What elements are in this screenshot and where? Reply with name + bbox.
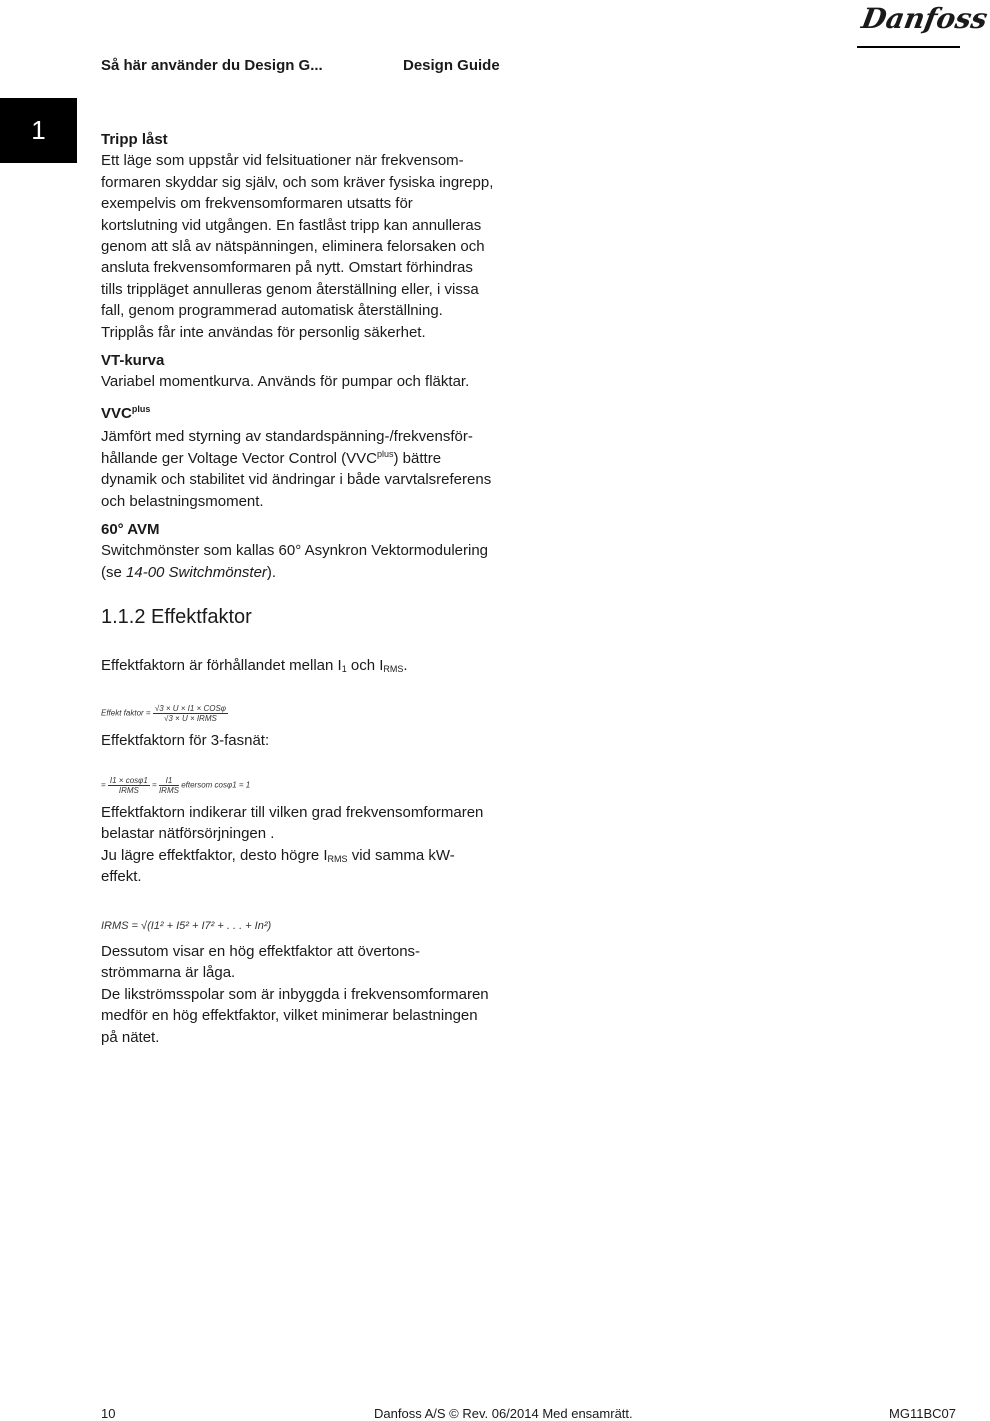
- formula-denominator: IRMS: [118, 786, 139, 795]
- text-line: [101, 845, 483, 866]
- vt-title: VT-kurva: [101, 352, 165, 369]
- formula-denominator: √3 × U × IRMS: [163, 714, 217, 723]
- formula-numerator: √3 × U × I1 × COSφ: [154, 704, 227, 713]
- vvc-title-sup: plus: [131, 404, 151, 414]
- text-line: strömmarna är låga.: [101, 964, 236, 982]
- formula-rhs: √(I1² + I5² + I7² + . . . + In²): [141, 920, 272, 932]
- text-line: [101, 562, 488, 583]
- vt-block: [101, 350, 469, 393]
- header-section-title: Så här använder du Design G...: [101, 57, 323, 74]
- formula-tail: eftersom cosφ1 = 1: [181, 780, 251, 790]
- formula-denominator: IRMS: [158, 786, 179, 795]
- vt-text: Variabel momentkurva. Används för pumpar och fläktar.: [101, 373, 470, 391]
- formula-power-factor: [101, 704, 228, 723]
- avm-block: [101, 519, 488, 583]
- formula-eq: =: [152, 780, 157, 790]
- text-line: och belastningsmoment.: [101, 492, 264, 510]
- footer-doc-code: MG11BC07: [889, 1406, 956, 1421]
- chapter-tab: 1: [0, 98, 77, 163]
- text-run: ) bättre: [393, 449, 442, 467]
- text-line: formaren skyddar sig själv, och som kräver fysiska ingrepp,: [101, 173, 494, 191]
- text-line: genom att slå av nätspänningen, eliminera felorsaken och: [101, 238, 485, 256]
- vvc-title-text: VVC: [101, 405, 132, 422]
- formula-lhs: Effekt faktor =: [101, 708, 151, 718]
- text-line: Jämfört med styrning av standardspänning-/frekvensför-: [101, 428, 473, 446]
- text-line: Effektfaktorn indikerar till vilken grad frekvensomformaren: [101, 804, 484, 821]
- text-run: och I: [346, 657, 384, 674]
- vvc-title: [101, 403, 491, 424]
- text-line: Tripplås får inte användas för personlig säkerhet.: [101, 323, 426, 341]
- parameter-reference[interactable]: 14-00 Switchmönster: [126, 563, 267, 581]
- text-line: kortslutning vid utgången. En fastlåst tripp kan annulleras: [101, 216, 482, 234]
- section-heading: 1.1.2 Effektfaktor: [101, 606, 252, 628]
- avm-title: 60° AVM: [101, 521, 160, 538]
- text-line: Ett läge som uppstår vid felsituationer när frekvensom-: [101, 152, 464, 170]
- tripp-title: Tripp låst: [101, 131, 168, 148]
- text-line: ansluta frekvensomformaren på nytt. Omstart förhindras: [101, 259, 473, 277]
- paragraph-indicates: [101, 802, 483, 888]
- header-doc-title: Design Guide: [403, 57, 500, 74]
- footer-copyright: Danfoss A/S © Rev. 06/2014 Med ensamrätt.: [374, 1406, 633, 1421]
- text-run: ).: [266, 563, 277, 581]
- text-run: hållande ger Voltage Vector Control (VVC: [101, 449, 377, 467]
- formula-irms: [101, 920, 271, 932]
- formula-three-phase: [101, 776, 250, 795]
- text-sub: 1: [341, 664, 347, 674]
- three-phase-label: Effektfaktorn för 3-fasnät:: [101, 732, 270, 749]
- text-line: medför en hög effektfaktor, vilket minimerar belastningen: [101, 1007, 478, 1025]
- text-line: belastar nätförsörjningen .: [101, 825, 275, 843]
- formula-numerator: I1 × cosφ1: [109, 776, 148, 785]
- text-line: fall, genom programmerad automatisk återställning.: [101, 302, 443, 320]
- section-intro: [101, 655, 408, 676]
- danfoss-logo: Danfoss: [859, 2, 990, 35]
- text-run: (se: [101, 563, 127, 581]
- vvc-block: [101, 403, 491, 512]
- paragraph-harmonics: [101, 941, 489, 1048]
- text-line: Dessutom visar en hög effektfaktor att övertons-: [101, 943, 421, 960]
- text-run: Effektfaktorn är förhållandet mellan I: [101, 657, 342, 674]
- tripp-block: [101, 129, 493, 343]
- text-run: vid samma kW-: [347, 846, 455, 864]
- text-line: De likströmsspolar som är inbyggda i frekvensomformaren: [101, 985, 489, 1003]
- text-line: exempelvis om frekvensomformaren utsatts för: [101, 195, 413, 213]
- text-sup: plus: [377, 448, 394, 459]
- formula-lhs: IRMS =: [101, 920, 138, 932]
- text-sub: RMS: [383, 664, 404, 674]
- text-line: Switchmönster som kallas 60° Asynkron Vektormodulering: [101, 542, 489, 560]
- text-run: .: [403, 657, 408, 674]
- text-line: på nätet.: [101, 1028, 160, 1046]
- page-number: 10: [101, 1406, 116, 1421]
- text-line: tills trippläget annulleras genom återställning eller, i vissa: [101, 280, 479, 298]
- text-line: [101, 448, 491, 469]
- formula-eq: =: [101, 780, 106, 790]
- text-line: effekt.: [101, 868, 142, 886]
- header-rule: [857, 46, 960, 48]
- text-line: dynamik och stabilitet vid ändringar i både varvtalsreferens: [101, 471, 492, 489]
- formula-numerator: I1: [159, 776, 179, 786]
- text-sub: RMS: [327, 853, 348, 864]
- text-run: Ju lägre effektfaktor, desto högre I: [101, 846, 328, 864]
